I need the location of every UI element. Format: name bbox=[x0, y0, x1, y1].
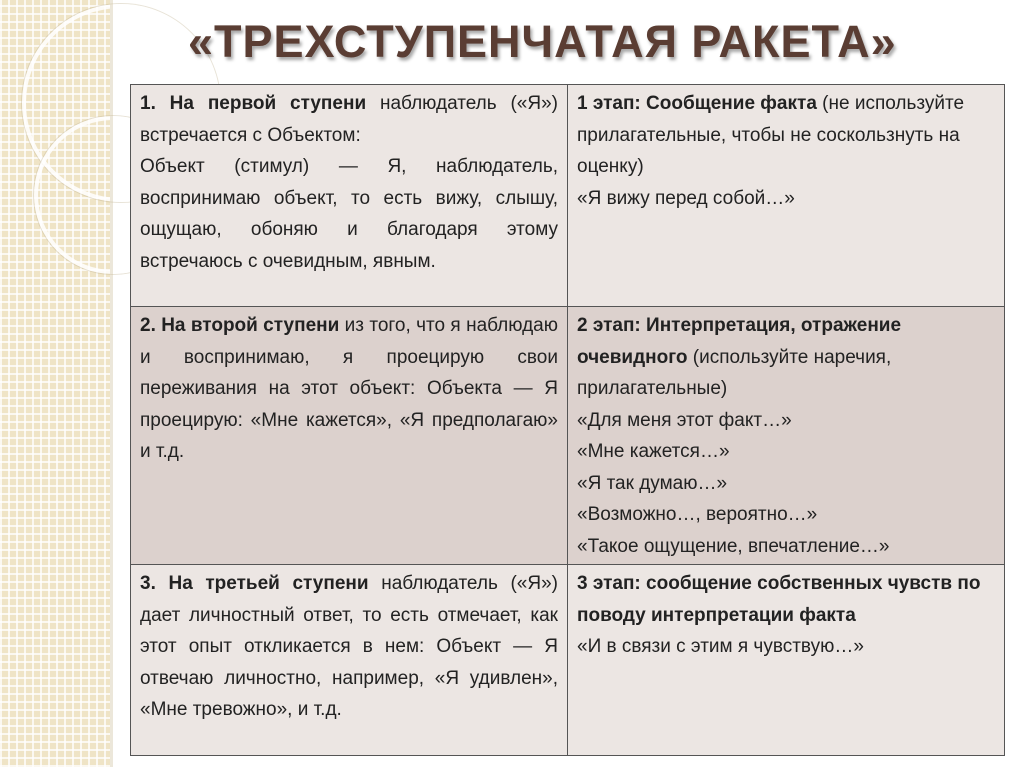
phase-text: (не используйте прилагательные, чтобы не соскользнуть на оценку) bbox=[577, 93, 965, 177]
stage-description bbox=[140, 88, 558, 151]
phase-example: «Мне кажется…» bbox=[577, 441, 730, 462]
stage-heading: 1. На первой ступени bbox=[140, 93, 367, 114]
phase-example: «Такое ощущение, впечатление…» bbox=[577, 535, 890, 557]
table-row bbox=[131, 307, 1005, 565]
phase-description bbox=[577, 88, 995, 183]
stage-description-cell bbox=[131, 85, 568, 307]
phase-example: «Я так думаю…» bbox=[577, 472, 728, 494]
decorative-pattern-strip bbox=[0, 0, 110, 767]
stage-extra-text: Объект (стимул) — Я, наблюдатель, воспринимаю объект, то есть вижу, слышу, ощущаю, обоняю и благодаря этому встречаюсь с очевидным, явным. bbox=[140, 156, 558, 272]
phase-cell bbox=[568, 85, 1005, 307]
phase-description bbox=[577, 568, 995, 631]
phase-cell bbox=[568, 565, 1005, 756]
phase-example: «Возможно…, вероятно…» bbox=[577, 504, 818, 525]
stage-description-cell bbox=[131, 307, 568, 565]
phase-cell bbox=[568, 307, 1005, 565]
phase-heading: 3 этап: сообщение собственных чувств по поводу интерпретации факта bbox=[577, 573, 981, 626]
stage-description bbox=[140, 310, 558, 468]
stage-text: наблюдатель («Я») дает личностный ответ, то есть отмечает, как этот опыт откликается в нем: Объект — Я отвечаю личностно, например, «Я удивлен», «Мне тревожно», и т.д. bbox=[140, 573, 558, 720]
slide-title: «ТРЕХСТУПЕНЧАТАЯ РАКЕТА» bbox=[188, 16, 897, 67]
phase-heading: 2 этап: Интерпретация, отражение очевидного bbox=[577, 315, 902, 368]
phase-example: «И в связи с этим я чувствую…» bbox=[577, 636, 864, 657]
stage-text: из того, что я наблюдаю и воспринимаю, я проецирую свои переживания на этот объект: Объекта — Я проецирую: «Мне кажется», «Я предполагаю» и т.д. bbox=[140, 315, 558, 462]
table-row bbox=[131, 565, 1005, 756]
stage-description-cell bbox=[131, 565, 568, 756]
stages-table bbox=[130, 84, 1005, 756]
phase-description bbox=[577, 310, 995, 405]
phase-text: (используйте наречия, прилагательные) bbox=[577, 346, 892, 399]
stage-heading: 2. На второй ступени bbox=[140, 315, 340, 336]
stage-description bbox=[140, 568, 558, 726]
strip-edge bbox=[110, 0, 113, 767]
stage-text: наблюдатель («Я») встречается с Объектом: bbox=[140, 93, 558, 146]
phase-example: «Для меня этот факт…» bbox=[577, 409, 792, 431]
table-row bbox=[131, 85, 1005, 307]
phase-heading: 1 этап: Сообщение факта bbox=[577, 93, 817, 114]
stage-heading: 3. На третьей ступени bbox=[140, 573, 369, 594]
phase-example: «Я вижу перед собой…» bbox=[577, 187, 795, 209]
